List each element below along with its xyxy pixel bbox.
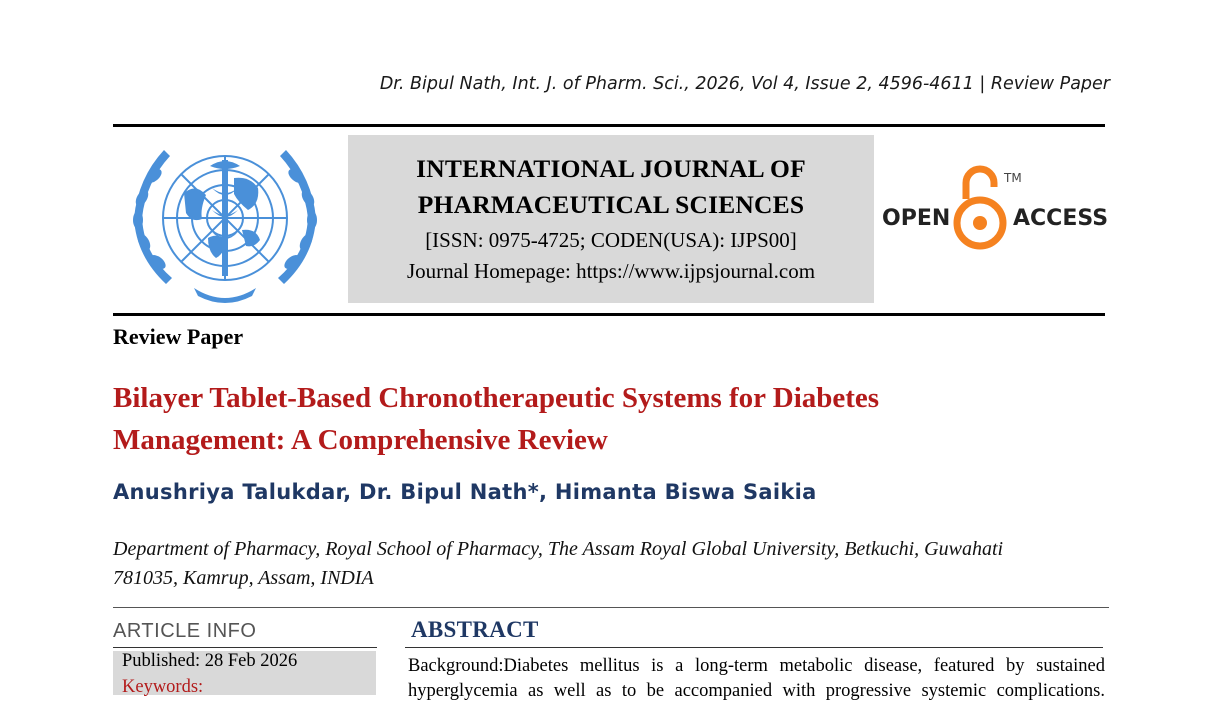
open-access-access-text: ACCESS bbox=[1013, 206, 1109, 231]
header-rule-top bbox=[113, 124, 1105, 127]
affiliation-line1: Department of Pharmacy, Royal School of Pharmacy, The Assam Royal Global University, Betkuchi, Guwahati bbox=[113, 538, 1004, 560]
open-access-open-text: OPEN bbox=[882, 206, 951, 231]
article-title-line2: Management: A Comprehensive Review bbox=[113, 424, 608, 456]
keywords-label: Keywords: bbox=[122, 677, 204, 697]
published-date: Published: 28 Feb 2026 bbox=[122, 651, 298, 671]
article-type: Review Paper bbox=[113, 324, 244, 349]
abstract-line1: Background:Diabetes mellitus is a long-term metabolic disease, featured by sustained bbox=[408, 656, 1105, 676]
article-info-heading: ARTICLE INFO bbox=[113, 620, 257, 642]
affiliation bbox=[113, 535, 1103, 593]
running-head: Dr. Bipul Nath, Int. J. of Pharm. Sci., 2026, Vol 4, Issue 2, 4596-4611 | Review Paper bbox=[379, 74, 1110, 94]
journal-emblem-logo bbox=[124, 138, 326, 306]
journal-title-line1: INTERNATIONAL JOURNAL OF bbox=[416, 154, 806, 183]
abstract-line2: hyperglycemia as well as to be accompanied with progressive systemic complications. bbox=[408, 681, 1105, 701]
journal-title-line2: PHARMACEUTICAL SCIENCES bbox=[417, 190, 805, 219]
article-title bbox=[113, 377, 1093, 461]
open-access-tm: TM bbox=[1004, 171, 1022, 185]
journal-homepage[interactable]: Journal Homepage: https://www.ijpsjournal.com bbox=[406, 259, 816, 283]
abstract-rule bbox=[405, 647, 1103, 648]
abstract-text bbox=[408, 654, 1105, 704]
section-divider bbox=[113, 607, 1109, 608]
article-title-line1: Bilayer Tablet-Based Chronotherapeutic Systems for Diabetes bbox=[113, 382, 880, 414]
affiliation-line2: 781035, Kamrup, Assam, INDIA bbox=[113, 567, 374, 589]
journal-issn: [ISSN: 0975-4725; CODEN(USA): IJPS00] bbox=[425, 228, 797, 252]
article-info-rule bbox=[113, 647, 377, 648]
journal-banner bbox=[348, 135, 874, 303]
open-access-logo bbox=[880, 165, 1110, 255]
author-list: Anushriya Talukdar, Dr. Bipul Nath*, Himanta Biswa Saikia bbox=[113, 480, 817, 504]
abstract-heading: ABSTRACT bbox=[411, 617, 539, 642]
header-rule-bottom bbox=[113, 313, 1105, 316]
